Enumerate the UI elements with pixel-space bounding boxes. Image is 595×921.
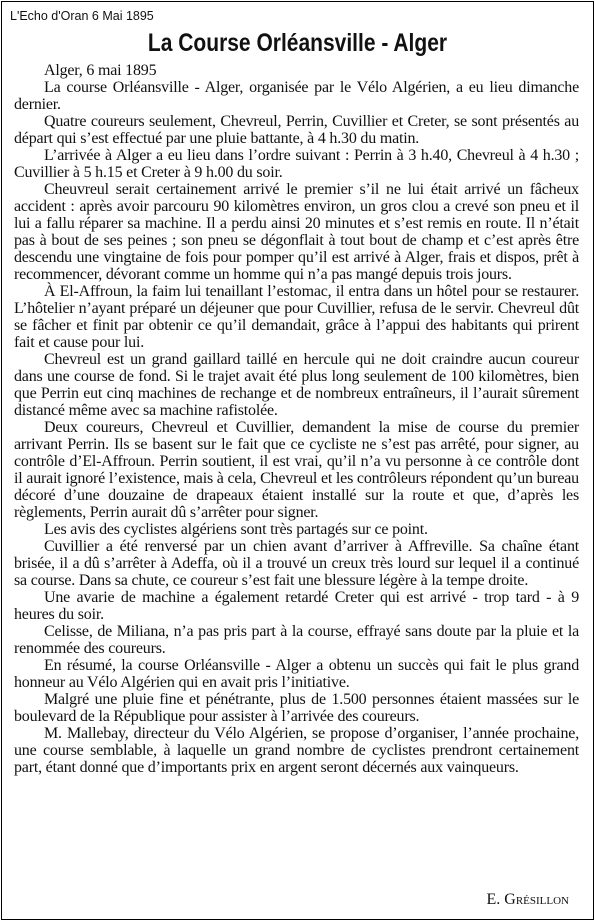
source-line: L'Echo d'Oran 6 Mai 1895	[10, 9, 154, 23]
article-paragraph: La course Orléansville - Alger, organisée par le Vélo Algérien, a eu lieu dimanche dernier.	[14, 79, 579, 113]
dateline: Alger, 6 mai 1895	[44, 62, 157, 79]
article-paragraph: Les avis des cyclistes algériens sont très partagés sur ce point.	[44, 521, 428, 538]
article-paragraph: Celisse, de Miliana, n’a pas pris part à la course, effrayé sans doute par la pluie et la renommée des coureurs.	[14, 623, 579, 657]
article-paragraph: Quatre coureurs seulement, Chevreul, Perrin, Cuvillier et Creter, se sont présentés au départ qui s’est effectué par une pluie battante, à 4 h.30 du matin.	[14, 113, 579, 147]
article-paragraph: Cheuvreul serait certainement arrivé le premier s’il ne lui était arrivé un fâcheux accident : après avoir parcouru 90 kilomètres environ, un gros clou a crevé son pneu et il lui a fallu réparer sa machine. Il a perdu ainsi 20 minutes et s’est remis en route. Il n’était pas à bout de ses peines ; son pneu se dégonflait à tout bout de champ et c’est après être descendu une vingtaine de fois pour pomper qu’il est arrivé à Alger, frais et dispos, prêt à recommencer, dévorant comme un homme qui n’a pas mangé depuis trois jours.	[14, 181, 579, 283]
article-paragraph: Chevreul est un grand gaillard taillé en hercule qui ne doit craindre aucun coureur dans une course de fond. Si le trajet avait été plus long seulement de 100 kilomètres, bien que Perrin eut cinq machines de rechange et de nombreux entraîneurs, il l’aurait sûrement distancé même avec sa machine rafistolée.	[14, 351, 579, 419]
article-paragraph: Deux coureurs, Chevreul et Cuvillier, demandent la mise de course du premier arrivant Perrin. Ils se basent sur le fait que ce cycliste ne s’est pas arrêté, pour signer, au contrôle d’El-Affroun. Perrin soutient, il est vrai, qu’il n’a vu personne à ce contrôle dont il aurait ignoré l’existence, mais à cela, Chevreul et les contrôleurs répondent qu’un bureau décoré d’une douzaine de drapeaux étaient installé sur la route et que, d’après les règlements, Perrin aurait dû s’arrêter pour signer.	[14, 419, 579, 521]
article-headline: La Course Orléansville - Alger	[147, 29, 448, 57]
author-signature: E. Grésillon	[486, 891, 569, 908]
article-paragraph: L’arrivée à Alger a eu lieu dans l’ordre suivant : Perrin à 3 h.40, Chevreul à 4 h.30 ; Cuvillier à 5 h.15 et Creter à 9 h.00 du soir.	[14, 147, 579, 181]
article-paragraph: Cuvillier a été renversé par un chien avant d’arriver à Affreville. Sa chaîne étant brisée, il a dû s’arrêter à Adeffa, où il a trouvé un creux très lourd sur lequel il a continué sa course. Dans sa chute, ce coureur s’est fait une blessure légère à la tempe droite.	[14, 538, 579, 589]
article-body	[14, 62, 579, 776]
article-paragraph: En résumé, la course Orléansville - Alger a obtenu un succès qui fait le plus grand honneur au Vélo Algérien qui en avait pris l’initiative.	[14, 657, 579, 691]
article-paragraph: À El-Affroun, la faim lui tenaillant l’estomac, il entra dans un hôtel pour se restaurer. L’hôtelier n’ayant préparé un déjeuner que pour Cuvillier, refusa de le servir. Chevreul dût se fâcher et finit par obtenir ce qu’il demandait, grâce à l’appui des habitants qui prirent fait et cause pour lui.	[14, 283, 579, 351]
article-paragraph: Malgré une pluie fine et pénétrante, plus de 1.500 personnes étaient massées sur le boulevard de la République pour assister à l’arrivée des coureurs.	[14, 691, 579, 725]
article-paragraph: M. Mallebay, directeur du Vélo Algérien, se propose d’organiser, l’année prochaine, une course semblable, à laquelle un grand nombre de cyclistes prendront certainement part, étant donné que d’importants prix en argent seront décernés aux vainqueurs.	[14, 725, 579, 776]
article-paragraph: Une avarie de machine a également retardé Creter qui est arrivé - trop tard - à 9 heures du soir.	[14, 589, 579, 623]
